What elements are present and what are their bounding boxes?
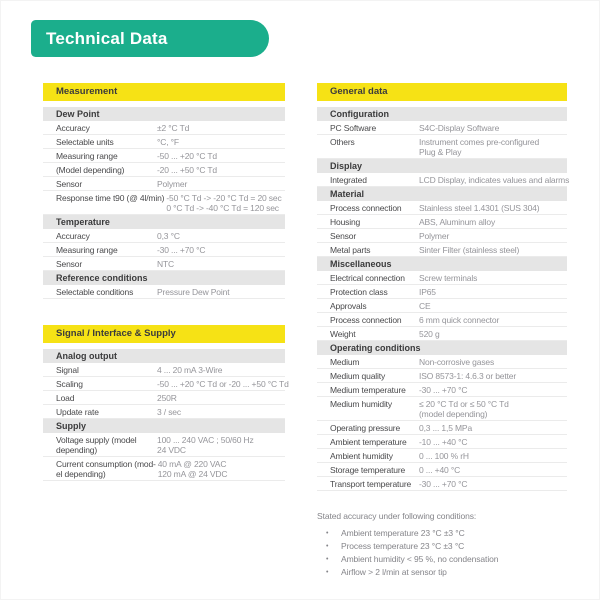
content-columns <box>43 83 570 579</box>
table-row <box>43 377 289 391</box>
bullet-icon: • <box>326 569 329 576</box>
page-title-banner <box>31 20 269 57</box>
table-row <box>317 369 567 383</box>
row-value: 0,3 °C <box>157 231 180 241</box>
row-label: Accuracy <box>56 123 90 133</box>
table-row <box>43 243 285 257</box>
row-value: NTC <box>157 259 175 269</box>
table-row <box>43 363 285 377</box>
row-label: Process connection <box>330 315 402 325</box>
row-value: ±2 °C Td <box>157 123 190 133</box>
footnote-heading: Stated accuracy under following conditions: <box>317 511 477 521</box>
row-value: 3 / sec <box>157 407 181 417</box>
row-value: Stainless steel 1.4301 (SUS 304) <box>419 203 540 213</box>
section-measurement <box>43 83 285 299</box>
subsection-header-reference-conditions: Reference conditions <box>43 271 285 285</box>
row-value: CE <box>419 301 431 311</box>
row-label: Medium temperature <box>330 385 406 395</box>
table-row <box>317 285 567 299</box>
row-label: Accuracy <box>56 231 90 241</box>
table-row <box>317 215 567 229</box>
bullet-icon: • <box>326 556 329 563</box>
table-row <box>43 149 285 163</box>
table-row <box>317 435 567 449</box>
table-row <box>317 135 567 159</box>
table-row <box>43 405 285 419</box>
row-value: 40 mA @ 220 VAC 120 mA @ 24 VDC <box>157 459 228 479</box>
table-row <box>43 177 285 191</box>
section-general-data <box>317 83 570 491</box>
row-value: Pressure Dew Point <box>157 287 230 297</box>
row-label: Electrical connection <box>330 273 405 283</box>
section-header-measurement: Measurement <box>43 83 285 101</box>
table-row <box>43 285 285 299</box>
table-row <box>317 477 567 491</box>
row-value: Sinter Filter (stainless steel) <box>419 245 520 255</box>
table-row <box>43 135 285 149</box>
row-value: S4C-Display Software <box>419 123 500 133</box>
table-row <box>317 299 567 313</box>
subsection-header-miscellaneous: Miscellaneous <box>317 257 567 271</box>
footnote-bullet <box>317 553 567 566</box>
table-row <box>317 229 567 243</box>
row-label: Voltage supply (model depending) <box>56 435 137 455</box>
row-value: 4 ... 20 mA 3-Wire <box>157 365 223 375</box>
footnote-bullet-text: Airflow > 2 l/min at sensor tip <box>341 567 447 577</box>
row-label: Selectable units <box>56 137 114 147</box>
footnote-bullet-text: Ambient humidity < 95 %, no condensation <box>341 554 499 564</box>
section-header-general-data: General data <box>317 83 567 101</box>
row-label: Selectable conditions <box>56 287 134 297</box>
row-label: Storage temperature <box>330 465 406 475</box>
footnote <box>317 511 567 579</box>
row-label: Update rate <box>56 407 99 417</box>
row-label: Metal parts <box>330 245 371 255</box>
row-label: Load <box>56 393 75 403</box>
row-value: Polymer <box>419 231 450 241</box>
row-label: Sensor <box>56 259 83 269</box>
table-row <box>43 257 285 271</box>
subsection-header-configuration: Configuration <box>317 107 567 121</box>
row-value: 0 ... 100 % rH <box>419 451 469 461</box>
row-value: ISO 8573-1: 4.6.3 or better <box>419 371 517 381</box>
section-signal-interface-supply <box>43 325 289 481</box>
row-label: Others <box>330 137 355 147</box>
row-label: Protection class <box>330 287 388 297</box>
row-value: -10 ... +40 °C <box>419 437 468 447</box>
table-row <box>317 397 567 421</box>
row-value: Instrument comes pre-configured Plug & Play <box>419 137 540 157</box>
table-row <box>43 433 285 457</box>
row-label: Operating pressure <box>330 423 401 433</box>
footnote-bullet <box>317 527 567 540</box>
row-value: 520 g <box>419 329 440 339</box>
subsection-header-temperature: Temperature <box>43 215 285 229</box>
row-value: 0 ... +40 °C <box>419 465 461 475</box>
subsection-header-dew-point: Dew Point <box>43 107 285 121</box>
table-row <box>43 391 285 405</box>
table-row <box>317 271 567 285</box>
row-value: ABS, Aluminum alloy <box>419 217 496 227</box>
row-value: °C, °F <box>157 137 179 147</box>
table-row <box>317 121 567 135</box>
bullet-icon: • <box>326 543 329 550</box>
row-label: Approvals <box>330 301 367 311</box>
table-row <box>317 313 567 327</box>
row-label: Sensor <box>56 179 83 189</box>
table-row <box>317 421 567 435</box>
subsection-header-analog-output: Analog output <box>43 349 285 363</box>
row-label: Medium quality <box>330 371 386 381</box>
row-label: Measuring range <box>56 151 118 161</box>
table-row <box>317 383 567 397</box>
row-label: Ambient humidity <box>330 451 393 461</box>
row-label: Measuring range <box>56 245 118 255</box>
footnote-bullet <box>317 566 567 579</box>
row-value: -30 ... +70 °C <box>419 385 468 395</box>
table-row <box>317 355 567 369</box>
subsection-header-material: Material <box>317 187 567 201</box>
row-value: Non-corrosive gases <box>419 357 495 367</box>
table-row <box>43 457 285 481</box>
table-row <box>317 173 570 187</box>
row-label: Medium <box>330 357 360 367</box>
row-value: IP65 <box>419 287 436 297</box>
row-value: -20 ... +50 °C Td <box>157 165 217 175</box>
row-label: Housing <box>330 217 361 227</box>
subsection-header-display: Display <box>317 159 567 173</box>
row-value: Polymer <box>157 179 188 189</box>
table-row <box>43 163 285 177</box>
row-value: 100 ... 240 VAC ; 50/60 Hz 24 VDC <box>157 435 254 455</box>
row-label: (Model depending) <box>56 165 125 175</box>
row-label: Weight <box>330 329 356 339</box>
row-value: -50 ... +20 °C Td or -20 ... +50 °C Td <box>157 379 289 389</box>
table-row <box>317 201 567 215</box>
row-label: Ambient temperature <box>330 437 407 447</box>
row-value: 6 mm quick connector <box>419 315 500 325</box>
section-header-signal-interface-supply: Signal / Interface & Supply <box>43 325 285 343</box>
row-label: Response time t90 (@ 4l/min) <box>56 193 165 203</box>
footnote-bullet-text: Process temperature 23 °C ±3 °C <box>341 541 465 551</box>
row-label: Process connection <box>330 203 402 213</box>
bullet-icon: • <box>326 530 329 537</box>
row-label: Signal <box>56 365 79 375</box>
row-value: -50 ... +20 °C Td <box>157 151 217 161</box>
subsection-header-operating-conditions: Operating conditions <box>317 341 567 355</box>
table-row <box>43 229 285 243</box>
row-label: PC Software <box>330 123 377 133</box>
row-value: 250R <box>157 393 177 403</box>
row-value: -30 ... +70 °C <box>419 479 468 489</box>
row-value: -50 °C Td -> -20 °C Td = 20 sec 0 °C Td -> -40 °C Td = 120 sec <box>166 193 282 213</box>
table-row <box>43 191 285 215</box>
table-row <box>43 121 285 135</box>
row-label: Current consumption (mod- el depending) <box>56 459 156 479</box>
row-label: Transport temperature <box>330 479 412 489</box>
row-label: Medium humidity <box>330 399 392 409</box>
row-value: LCD Display, indicates values and alarms <box>419 175 570 185</box>
page-title: Technical Data <box>46 28 168 48</box>
footnote-bullet-text: Ambient temperature 23 °C ±3 °C <box>341 528 465 538</box>
table-row <box>317 463 567 477</box>
row-value: -30 ... +70 °C <box>157 245 206 255</box>
row-value: ≤ 20 °C Td or ≤ 50 °C Td (model depending) <box>419 399 509 419</box>
row-value: Screw terminals <box>419 273 478 283</box>
row-label: Integrated <box>330 175 367 185</box>
footnote-bullet <box>317 540 567 553</box>
row-label: Sensor <box>330 231 357 241</box>
row-label: Scaling <box>56 379 83 389</box>
row-value: 0,3 ... 1,5 MPa <box>419 423 473 433</box>
table-row <box>317 449 567 463</box>
table-row <box>317 327 567 341</box>
table-row <box>317 243 567 257</box>
subsection-header-supply: Supply <box>43 419 285 433</box>
left-column <box>43 83 289 481</box>
right-column <box>317 83 570 579</box>
